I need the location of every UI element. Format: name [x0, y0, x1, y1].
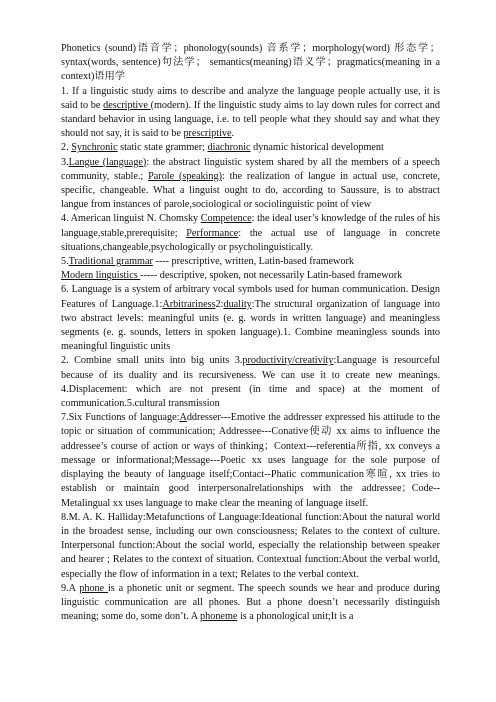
paragraph — [61, 354, 440, 411]
paragraph — [61, 411, 440, 510]
paragraph — [61, 511, 440, 582]
text-run: 9.A — [61, 582, 80, 594]
paragraph — [61, 255, 440, 269]
text-run: Phonetics (sound)语音学；phonology(sounds) 音系学；morphology(word) 形态学；syntax(words, sentence)句法学； semantics(meaning)语义学；pragmatics(meaning in a context)语用学 — [61, 43, 440, 83]
paragraph — [61, 42, 440, 85]
underlined-term: phone — [79, 582, 108, 594]
text-run: : the actual use of language in concrete situations,changeable,psychologically or psycholinguistically. — [61, 227, 441, 253]
text-run: static state grammer; — [117, 142, 208, 154]
paragraph — [61, 141, 440, 155]
paragraph — [61, 85, 440, 142]
underlined-term: productivity/creativity — [242, 355, 334, 367]
text-run: : the realization of langue in actual use, concrete, specific, changeable. What a linguist ought to do, according to Saussure, is to abstract langue from instances of parole,sociological or sociolinguistic point of view — [61, 170, 440, 211]
underlined-term: diachronic — [207, 142, 251, 154]
paragraph — [61, 269, 440, 283]
text-run: ---- prescriptive, written, Latin-based framework — [152, 256, 354, 268]
text-run: is a phonological unit;It is a — [237, 611, 354, 623]
text-run: ----- descriptive, spoken, not necessarily Latin-based framework — [140, 270, 403, 282]
underlined-term: duality — [223, 298, 252, 310]
underlined-term: Competence — [200, 213, 252, 225]
underlined-term: Langue (language) — [68, 156, 147, 168]
paragraph — [61, 212, 440, 255]
paragraph — [61, 156, 440, 213]
paragraph — [61, 582, 440, 625]
underlined-term: Synchronic — [71, 142, 118, 154]
text-run: : the ideal user’s knowledge of the rules of his language,stable,prerequisite; — [61, 213, 440, 239]
text-run: 2. Combine small units into big units 3. — [61, 355, 243, 367]
underlined-term: Traditional grammar — [68, 256, 153, 268]
underlined-term: Parole (speaking) — [148, 170, 222, 182]
text-run: 6. Language is a system of arbitrary vocal symbols used for human communication. Design Features of Language.1: — [61, 284, 440, 310]
text-run: . — [231, 128, 235, 140]
text-run: : the abstract linguistic system shared by all the members of a speech community, stable.; — [61, 156, 440, 182]
text-run: 8.M. A. K. Halliday:Metafunctions of Language:Ideational function:About the natural world in the broadest sense, including our own consciousness; Relates to the context of culture. Interpersonal function:About the social world, especially the relationship between speaker and hearer ; Relates to the context of situation. Contextual function:About the verbal world, especially the flow of information in a text; Relates to the verbal context. — [61, 511, 440, 580]
underlined-term: Arbitrariness — [162, 298, 216, 310]
underlined-term: Performance — [186, 227, 239, 239]
text-run: :Language is resourceful because of its duality and its recursiveness. We can use it to create new meanings. 4.Displacement: which are not present (in time and space) at the moment of communication.5.cultural transmission — [61, 355, 440, 410]
text-run: 3. — [61, 156, 69, 168]
underlined-term: A — [179, 412, 187, 424]
text-run: :The structural organization of language into two abstract levels: meaningful units (e. g. words in written language) and meaningless segments (e. g. sounds, letters in spoken language).1. Combine meaningless sounds into meaningful linguistic units — [61, 298, 440, 353]
text-run: (modern). If the linguistic study aims to lay down rules for correct and standard behavior in using language, i.e. to tell people what they should say and what they should not say, it is said to be — [61, 99, 440, 140]
text-run: 4. American linguist N. Chomsky — [61, 213, 201, 225]
text-run: is a phonetic unit or segment. The speech sounds we hear and produce during linguistic communication are all phones. But a phone doesn’t necessarily distinguish meaning; some do, some don’t. A — [61, 582, 440, 623]
underlined-term: Modern linguistics — [61, 270, 141, 282]
text-run: ddresser---Emotive the addresser expressed his attitude to the topic or situation of communication; Addressee---Conative使动 xx aims to influence the addressee’s course of action or ways of thinking；Context---referentia所指, xx conveys a message or informational;Message---Poetic xx uses language for the sole purpose of displaying the beauty of language itself;Contact--Phatic communication寒暄, xx tries to establish or maintain good interpersonalrelationships with the addressee；Code--Metalingual xx uses language to make clear the meaning of language itself. — [61, 412, 440, 509]
text-run: 5. — [61, 256, 69, 268]
underlined-term: prescriptive — [183, 128, 232, 140]
underlined-term: phoneme — [200, 611, 238, 623]
text-run: 2. — [61, 142, 72, 154]
text-run: 7.Six Functions of language: — [61, 412, 180, 424]
text-run: 2: — [215, 298, 224, 310]
paragraph — [61, 283, 440, 354]
text-run: 1. If a linguistic study aims to describe and analyze the language people actually use, it is said to be — [61, 85, 440, 111]
text-run: dynamic historical development — [250, 142, 384, 154]
underlined-term: descriptive — [103, 99, 151, 111]
